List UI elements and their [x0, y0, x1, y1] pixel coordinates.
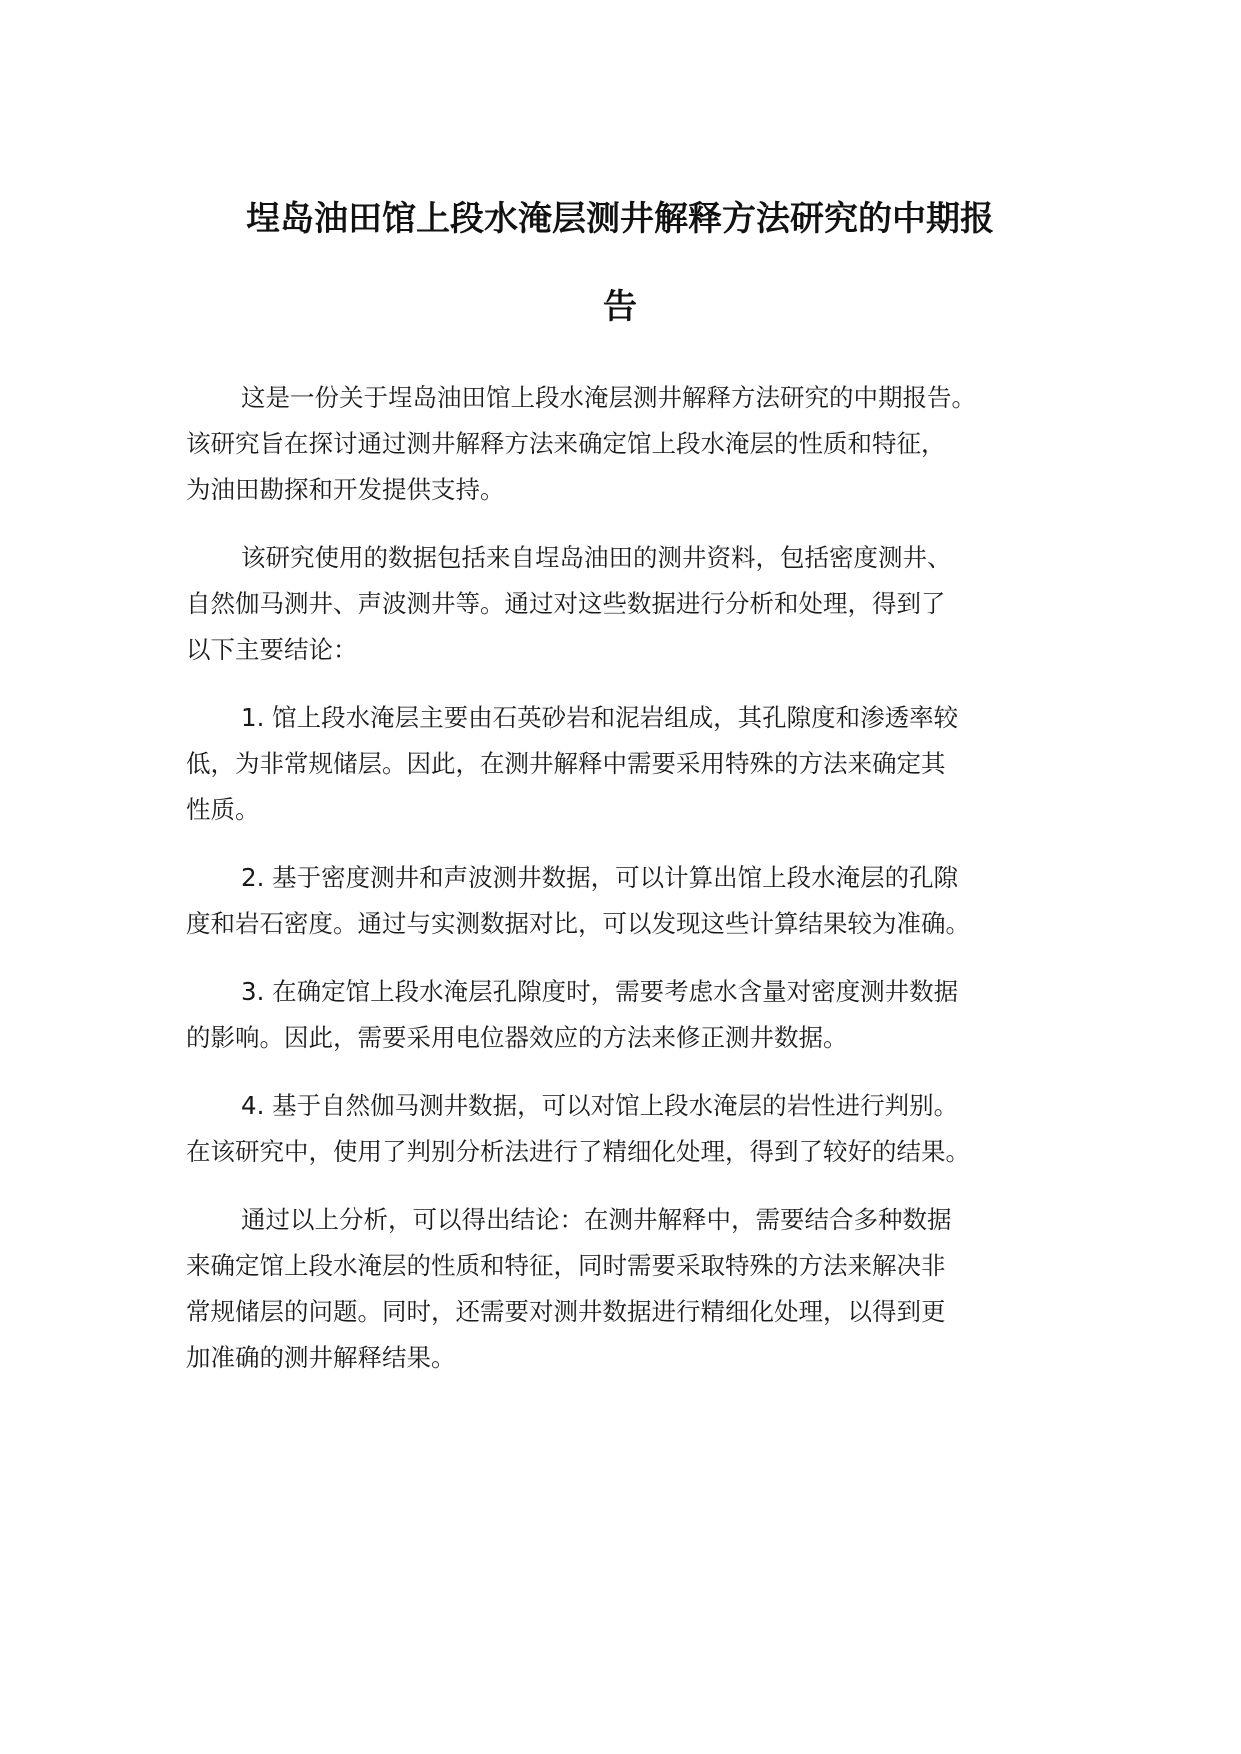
text-line: 1. 馆上段水淹层主要由石英砂岩和泥岩组成，其孔隙度和渗透率较: [241, 703, 959, 732]
title-line: 告: [603, 287, 637, 327]
paragraph-conclusion-4: [186, 1083, 1066, 1175]
text-line: 常规储层的问题。同时，还需要对测井数据进行精细化处理，以得到更: [186, 1297, 946, 1326]
document-title: [200, 175, 1040, 351]
paragraph-conclusion-1: [186, 695, 1066, 833]
document-body: [186, 375, 1066, 1403]
text-line: 性质。: [186, 795, 260, 824]
text-line: 通过以上分析，可以得出结论：在测井解释中，需要结合多种数据: [241, 1205, 952, 1234]
paragraph-data-sources: [186, 535, 1066, 673]
text-line: 在该研究中，使用了判别分析法进行了精细化处理，得到了较好的结果。: [186, 1137, 970, 1166]
text-line: 该研究使用的数据包括来自埕岛油田的测井资料，包括密度测井、: [241, 543, 952, 572]
text-line: 3. 在确定馆上段水淹层孔隙度时，需要考虑水含量对密度测井数据: [241, 977, 959, 1006]
title-line: 埕岛油田馆上段水淹层测井解释方法研究的中期报: [246, 199, 994, 239]
text-line: 加准确的测井解释结果。: [186, 1343, 456, 1372]
text-line: 这是一份关于埕岛油田馆上段水淹层测井解释方法研究的中期报告。: [241, 383, 976, 412]
text-line: 2. 基于密度测井和声波测井数据，可以计算出馆上段水淹层的孔隙: [241, 863, 959, 892]
paragraph-intro: [186, 375, 1066, 513]
paragraph-conclusion-2: [186, 855, 1066, 947]
text-line: 该研究旨在探讨通过测井解释方法来确定馆上段水淹层的性质和特征，: [186, 429, 946, 458]
text-line: 4. 基于自然伽马测井数据，可以对馆上段水淹层的岩性进行判别。: [241, 1091, 959, 1120]
text-line: 为油田勘探和开发提供支持。: [186, 475, 505, 504]
text-line: 以下主要结论：: [186, 635, 358, 664]
text-line: 的影响。因此，需要采用电位器效应的方法来修正测井数据。: [186, 1023, 848, 1052]
text-line: 自然伽马测井、声波测井等。通过对这些数据进行分析和处理，得到了: [186, 589, 946, 618]
text-line: 来确定馆上段水淹层的性质和特征，同时需要采取特殊的方法来解决非: [186, 1251, 946, 1280]
text-line: 低，为非常规储层。因此，在测井解释中需要采用特殊的方法来确定其: [186, 749, 946, 778]
paragraph-conclusion-3: [186, 969, 1066, 1061]
paragraph-summary: [186, 1197, 1066, 1381]
text-line: 度和岩石密度。通过与实测数据对比，可以发现这些计算结果较为准确。: [186, 909, 970, 938]
